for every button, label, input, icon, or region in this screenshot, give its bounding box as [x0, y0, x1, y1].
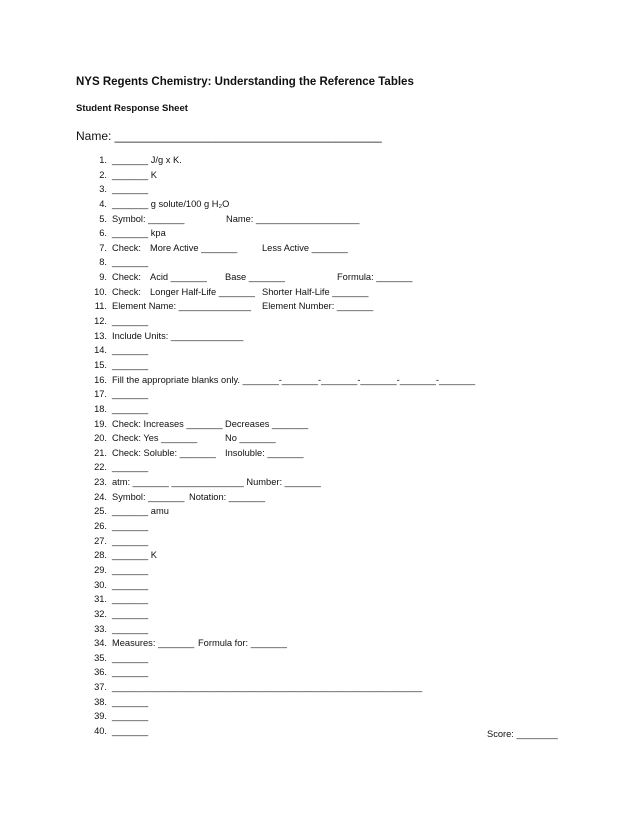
answer-blank[interactable]: Notation: _______	[189, 491, 265, 502]
student-name-field[interactable]: Name: ________________________________________	[76, 129, 382, 143]
answer-blank[interactable]: Insoluble: _______	[225, 447, 304, 458]
answer-blank[interactable]: _______	[112, 667, 149, 678]
answer-blank[interactable]: _______	[112, 579, 149, 590]
response-item	[0, 241, 638, 256]
item-number: 19.	[94, 418, 107, 429]
item-number: 26.	[94, 521, 107, 532]
response-item	[0, 534, 638, 549]
item-number: 1.	[99, 155, 107, 165]
response-item	[0, 680, 638, 695]
item-number: 14.	[94, 345, 107, 356]
response-item	[0, 212, 638, 227]
answer-blank[interactable]: _______	[112, 652, 149, 663]
answer-blank[interactable]: _______	[112, 462, 149, 473]
answer-blank[interactable]: _______	[112, 594, 149, 605]
response-item	[0, 314, 638, 329]
answer-blank[interactable]: Base _______	[225, 272, 285, 283]
item-number: 6.	[99, 228, 107, 239]
answer-blank[interactable]: Name: ____________________	[226, 213, 360, 224]
answer-blank[interactable]: Decreases _______	[225, 418, 309, 429]
item-number: 18.	[94, 403, 107, 414]
answer-blank[interactable]: _______	[112, 316, 149, 327]
item-number: 28.	[94, 550, 107, 561]
response-item	[0, 402, 638, 417]
item-number: 4.	[99, 198, 107, 209]
answer-blank[interactable]: _______ K	[112, 550, 157, 561]
response-item	[0, 431, 638, 446]
answer-blank[interactable]: _______	[112, 521, 149, 532]
response-list	[0, 153, 638, 739]
item-number: 40.	[94, 725, 107, 736]
answer-blank[interactable]: _______ J/g x K.	[112, 155, 182, 165]
item-number: 10.	[94, 286, 107, 297]
response-item	[0, 622, 638, 637]
item-number: 30.	[94, 579, 107, 590]
answer-blank[interactable]: Acid _______	[150, 272, 207, 283]
answer-blank[interactable]: Check:	[112, 242, 141, 253]
answer-blank[interactable]: Check: Increases _______	[112, 418, 223, 429]
response-item	[0, 519, 638, 534]
item-number: 5.	[99, 213, 107, 224]
answer-blank[interactable]: Symbol: _______	[112, 213, 185, 224]
answer-blank[interactable]: Check: Soluble: _______	[112, 447, 216, 458]
response-item	[0, 475, 638, 490]
item-number: 25.	[94, 506, 107, 517]
answer-blank[interactable]: Symbol: _______	[112, 491, 185, 502]
answer-blank[interactable]: _______	[112, 345, 149, 356]
answer-blank[interactable]: Longer Half-Life _______	[150, 286, 255, 297]
item-number: 23.	[94, 477, 107, 488]
answer-blank[interactable]: _______	[112, 359, 149, 370]
response-item	[0, 343, 638, 358]
response-item	[0, 665, 638, 680]
answer-blank[interactable]: Check: Yes _______	[112, 433, 198, 444]
response-item	[0, 270, 638, 285]
answer-blank[interactable]: _______	[112, 564, 149, 575]
answer-blank[interactable]: _______	[112, 257, 149, 268]
response-item	[0, 578, 638, 593]
answer-blank[interactable]: Element Number: _______	[262, 301, 374, 312]
response-item	[0, 709, 638, 724]
response-item	[0, 285, 638, 300]
item-number: 36.	[94, 667, 107, 678]
answer-blank[interactable]: _______ g solute/100 g H₂O	[112, 198, 230, 209]
answer-blank[interactable]: _______ K	[112, 169, 157, 180]
response-item	[0, 299, 638, 314]
item-number: 34.	[94, 638, 107, 649]
page-subtitle: Student Response Sheet	[76, 103, 188, 114]
item-number: 29.	[94, 564, 107, 575]
response-item	[0, 651, 638, 666]
answer-blank[interactable]: Less Active _______	[262, 242, 348, 253]
response-item	[0, 460, 638, 475]
response-item	[0, 563, 638, 578]
item-number: 39.	[94, 711, 107, 722]
page-title: NYS Regents Chemistry: Understanding the Reference Tables	[76, 76, 414, 88]
answer-blank[interactable]: ____________________________________________________________	[112, 682, 423, 693]
response-item	[0, 153, 638, 168]
response-item	[0, 226, 638, 241]
answer-blank[interactable]: Check:	[112, 286, 141, 297]
item-number: 16.	[94, 374, 107, 385]
answer-blank[interactable]: _______	[112, 184, 149, 195]
response-item	[0, 387, 638, 402]
answer-blank[interactable]: More Active _______	[150, 242, 238, 253]
answer-blank[interactable]: _______	[112, 623, 149, 634]
answer-blank[interactable]: _______	[112, 696, 149, 707]
answer-blank[interactable]: Include Units: ______________	[112, 330, 244, 341]
item-number: 33.	[94, 623, 107, 634]
answer-blank[interactable]: Formula: _______	[337, 272, 413, 283]
response-item	[0, 182, 638, 197]
answer-blank[interactable]: Fill the appropriate blanks only. _______-_______-_______-_______-_______-_______	[112, 374, 476, 385]
item-number: 7.	[99, 242, 107, 253]
response-item	[0, 255, 638, 270]
answer-blank[interactable]: _______	[112, 535, 149, 546]
answer-blank[interactable]: No _______	[225, 433, 276, 444]
response-item	[0, 358, 638, 373]
response-item	[0, 636, 638, 651]
response-item	[0, 504, 638, 519]
answer-blank[interactable]: _______	[112, 608, 149, 619]
item-number: 17.	[94, 389, 107, 400]
response-item	[0, 695, 638, 710]
response-item	[0, 490, 638, 505]
item-number: 35.	[94, 652, 107, 663]
answer-blank[interactable]: _______	[112, 711, 149, 722]
item-number: 2.	[99, 169, 107, 180]
item-number: 8.	[99, 257, 107, 268]
item-number: 12.	[94, 316, 107, 327]
response-item	[0, 607, 638, 622]
answer-blank[interactable]: _______ amu	[112, 506, 169, 517]
answer-blank[interactable]: _______	[112, 403, 149, 414]
response-item	[0, 197, 638, 212]
answer-blank[interactable]: Formula for: _______	[198, 638, 287, 649]
response-item	[0, 417, 638, 432]
item-number: 32.	[94, 608, 107, 619]
item-number: 37.	[94, 682, 107, 693]
item-number: 38.	[94, 696, 107, 707]
answer-blank[interactable]: _______ kpa	[112, 228, 166, 239]
item-number: 22.	[94, 462, 107, 473]
answer-blank[interactable]: _______	[112, 725, 149, 736]
answer-blank[interactable]: Measures: _______	[112, 638, 195, 649]
response-item	[0, 592, 638, 607]
answer-blank[interactable]: _______	[112, 389, 149, 400]
item-number: 20.	[94, 433, 107, 444]
answer-blank[interactable]: Check:	[112, 272, 141, 283]
item-number: 21.	[94, 447, 107, 458]
item-number: 24.	[94, 491, 107, 502]
response-item	[0, 548, 638, 563]
item-number: 11.	[94, 301, 107, 312]
item-number: 27.	[94, 535, 107, 546]
item-number: 15.	[94, 359, 107, 370]
answer-blank[interactable]: atm: _______ ______________ Number: _______	[112, 477, 321, 488]
item-number: 9.	[99, 272, 107, 283]
response-item	[0, 446, 638, 461]
item-number: 13.	[94, 330, 107, 341]
response-item	[0, 168, 638, 183]
item-number: 31.	[94, 594, 107, 605]
item-number: 3.	[99, 184, 107, 195]
score-field[interactable]: Score: ________	[487, 729, 558, 739]
response-item	[0, 329, 638, 344]
response-item	[0, 373, 638, 388]
answer-blank[interactable]: Element Name: ______________	[112, 301, 252, 312]
answer-blank[interactable]: Shorter Half-Life _______	[262, 286, 369, 297]
